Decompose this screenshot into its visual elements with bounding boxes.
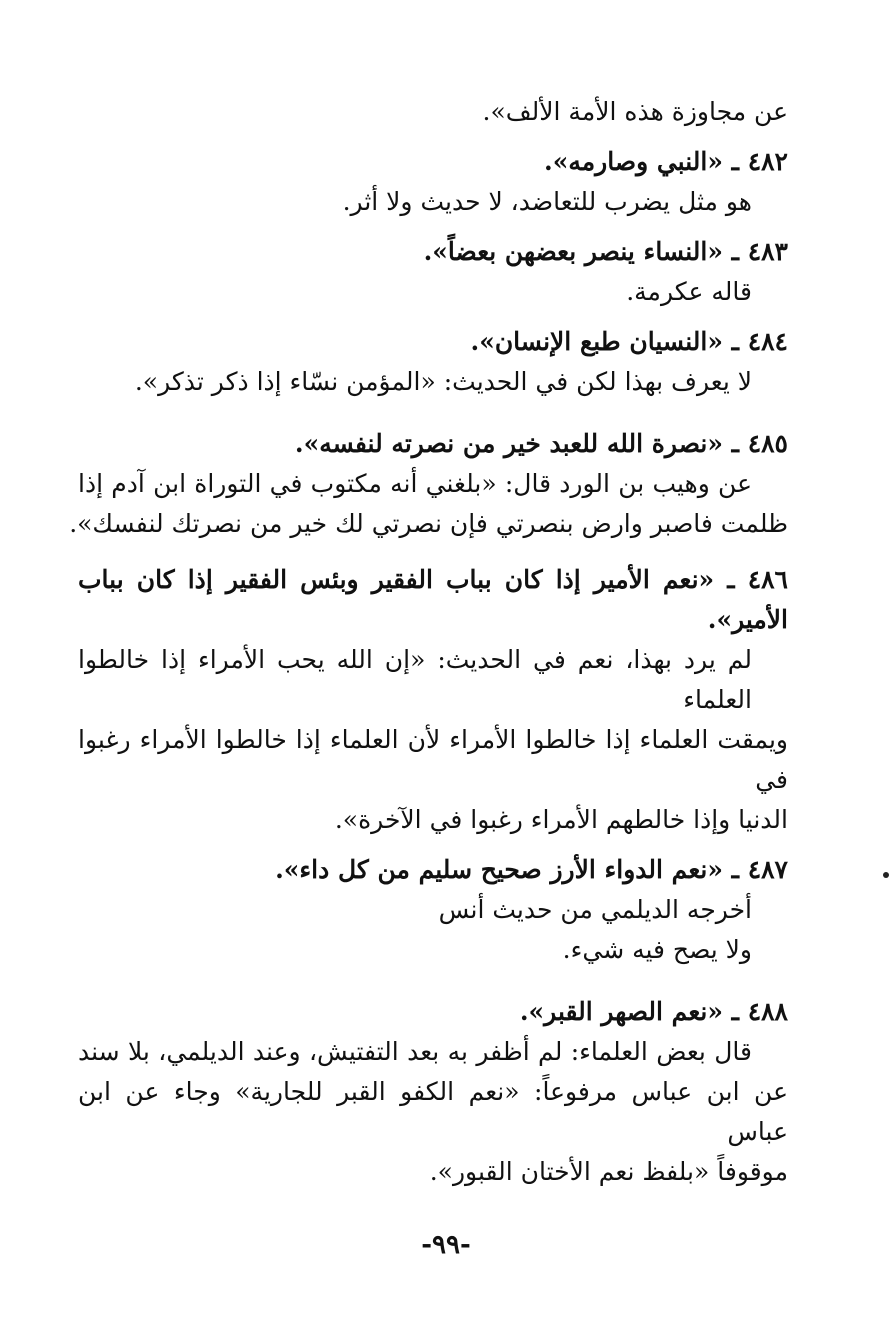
entry-482-body: هو مثل يضرب للتعاضد، لا حديث ولا أثر. [342, 187, 752, 216]
continuation-line: عن مجاوزة هذه الأمة الألف». [482, 97, 788, 126]
entry-488-body-line-3: موقوفاً «بلفظ نعم الأختان القبور». [429, 1157, 788, 1186]
entry-483-title: ٤٨٣ ـ «النساء ينصر بعضهن بعضاً». [423, 237, 788, 266]
entry-486-body-line-1: لم يرد بهذا، نعم في الحديث: «إن الله يحب الأمراء إذا خالطوا العلماء [78, 645, 752, 714]
entry-485-body-line-2: ظلمت فاصبر وارض بنصرتي فإن نصرتي لك خير من نصرتك لنفسك». [69, 509, 788, 538]
entry-488-title: ٤٨٨ ـ «نعم الصهر القبر». [519, 997, 788, 1026]
entry-485-title: ٤٨٥ ـ «نصرة الله للعبد خير من نصرته لنفسه». [294, 429, 788, 458]
entry-482-title: ٤٨٢ ـ «النبي وصارمه». [544, 147, 788, 176]
entry-483-body: قاله عكرمة. [626, 277, 752, 306]
margin-dot-mark [883, 872, 889, 878]
book-page [69, 92, 788, 1192]
page-number: -٩٩- [421, 1230, 471, 1260]
entry-487-body-line-1: أخرجه الديلمي من حديث أنس [438, 895, 752, 924]
entry-488-body-line-2: عن ابن عباس مرفوعاً: «نعم الكفو القبر للجارية» وجاء عن ابن عباس [78, 1077, 788, 1146]
entry-486-body-line-3: الدنيا وإذا خالطهم الأمراء رغبوا في الآخرة». [334, 805, 788, 834]
entry-484-body: لا يعرف بهذا لكن في الحديث: «المؤمن نسّاء إذا ذكر تذكر». [134, 367, 752, 396]
entry-486-title-line-2: الأمير». [707, 605, 788, 634]
entry-488-body-line-1: قال بعض العلماء: لم أظفر به بعد التفتيش، وعند الديلمي، بلا سند [78, 1037, 752, 1066]
entry-487-title: ٤٨٧ ـ «نعم الدواء الأرز صحيح سليم من كل داء». [275, 855, 788, 884]
entry-485-body-line-1: عن وهيب بن الورد قال: «بلغني أنه مكتوب في التوراة ابن آدم إذا [78, 469, 752, 498]
entry-486-body-line-2: ويمقت العلماء إذا خالطوا الأمراء لأن العلماء إذا خالطوا الأمراء رغبوا في [78, 725, 788, 794]
entry-487-body-line-2: ولا يصح فيه شيء. [562, 935, 752, 964]
entry-486-title-line-1: ٤٨٦ ـ «نعم الأمير إذا كان بباب الفقير وبئس الفقير إذا كان بباب [78, 565, 788, 594]
entry-484-title: ٤٨٤ ـ «النسيان طبع الإنسان». [470, 327, 788, 356]
